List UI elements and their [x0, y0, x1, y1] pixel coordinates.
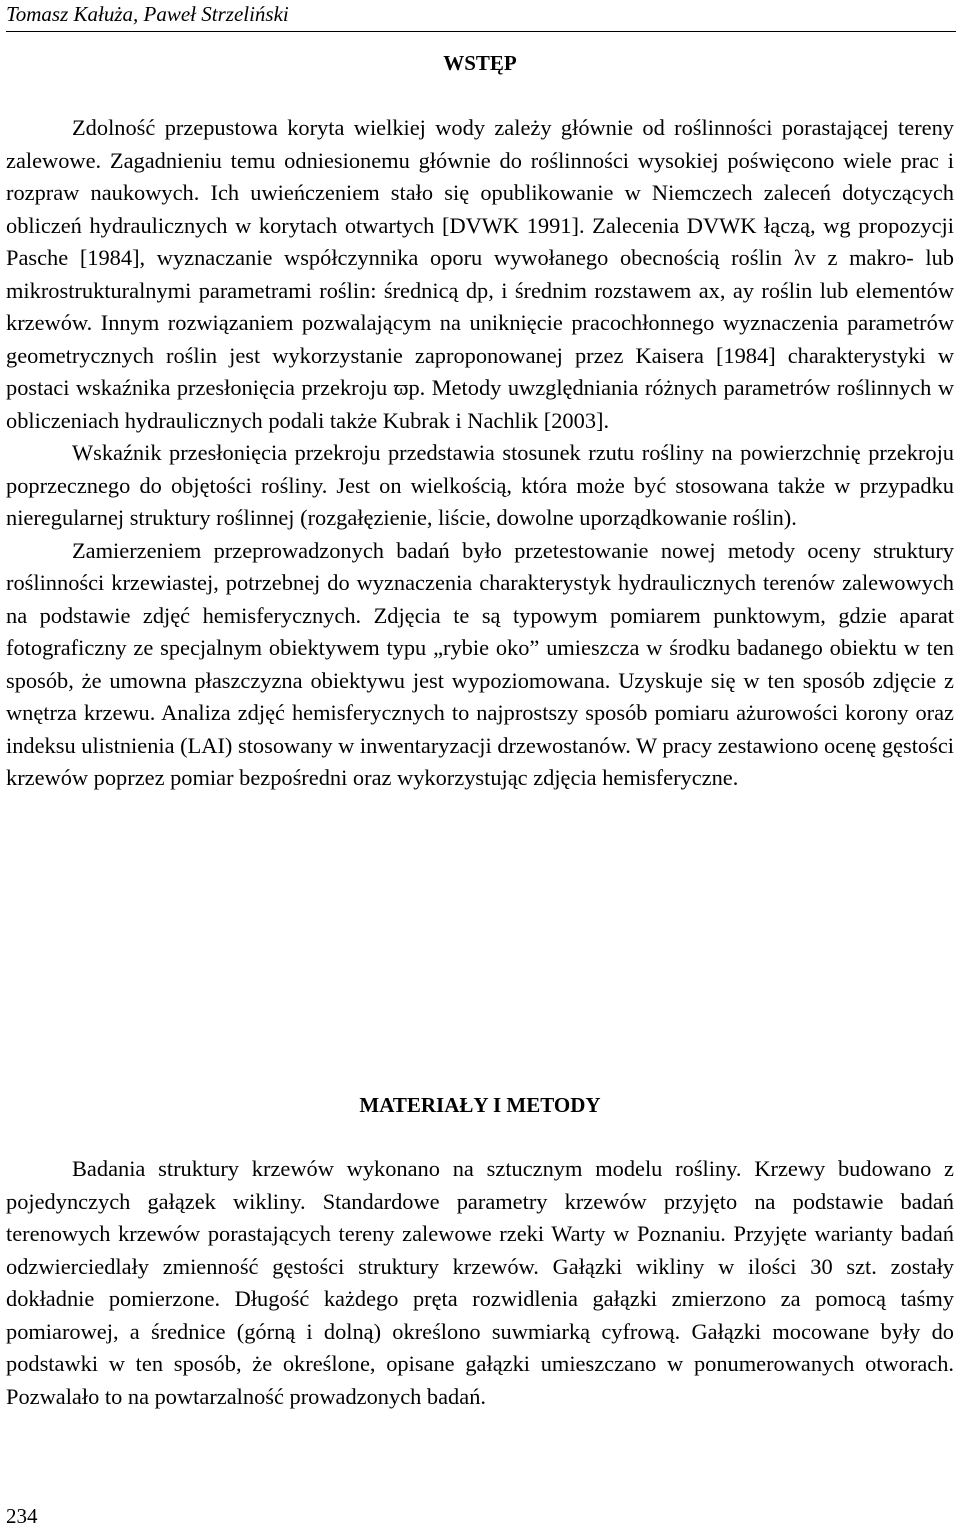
paragraph: Zamierzeniem przeprowadzonych badań było przetestowanie nowej metody oceny struktury roślinności krzewiastej, potrzebnej do wyznaczenia charakterystyk hydraulicznych terenów zalewowych na podstawie zdjęć hemisferycznych. Zdjęcia te są typowym pomiarem punktowym, gdzie aparat fotograficzny ze specjalnym obiektywem typu „rybie oko” umieszcza w środku badanego obiektu w ten sposób, że umowna płaszczyzna obiektywu jest wypoziomowana. Uzyskuje się w ten sposób zdjęcie z wnętrza krzewu. Analiza zdjęć hemisferycznych to najprostszy sposób pomiaru ażurowości korony oraz indeksu ulistnienia (LAI) stosowany w inwentaryzacji drzewostanów. W pracy zestawiono ocenę gęstości krzewów poprzez pomiar bezpośredni oraz wykorzystując zdjęcia hemisferyczne.: [6, 537, 954, 790]
section-heading-materialy-i-metody: MATERIAŁY I METODY: [359, 1093, 601, 1117]
page-number: 234: [6, 1504, 38, 1528]
section-body-materialy-i-metody: [6, 1153, 954, 1413]
section-body-wstep: [6, 112, 954, 795]
running-header-authors: Tomasz Kałuża, Paweł Strzeliński: [6, 2, 289, 26]
paragraph: Badania struktury krzewów wykonano na sztucznym modelu rośliny. Krzewy budowano z pojedynczych gałązek wikliny. Standardowe parametry krzewów przyjęto na podstawie badań terenowych krzewów porastających tereny zalewowe rzeki Warty w Poznaniu. Przyjęte warianty badań odzwierciedlały zmienność gęstości struktury krzewów. Gałązki wikliny w ilości 30 szt. zostały dokładnie pomierzone. Długość każdego pręta rozwidlenia gałązki zmierzono za pomocą taśmy pomiarowej, a średnice (górną i dolną) określono suwmiarką cyfrową. Gałązki mocowane były do podstawki w ten sposób, że określone, opisane gałązki umieszczano w ponumerowanych otworach. Pozwalało to na powtarzalność prowadzonych badań.: [6, 1156, 954, 1409]
section-heading-wstep: WSTĘP: [443, 51, 517, 75]
paragraph: Wskaźnik przesłonięcia przekroju przedstawia stosunek rzutu rośliny na powierzchnię przekroju poprzecznego do objętości rośliny. Jest on wielkością, która może być stosowana także w przypadku nieregularnej struktury roślinnej (rozgałęzienie, liście, dowolne uporządkowanie roślin).: [6, 440, 954, 530]
header-divider: [6, 31, 956, 32]
paragraph: Zdolność przepustowa koryta wielkiej wody zależy głównie od roślinności porastającej tereny zalewowe. Zagadnieniu temu odniesionemu głównie do roślinności wysokiej poświęcono wiele prac i rozpraw naukowych. Ich uwieńczeniem stało się opublikowanie w Niemczech zaleceń dotyczących obliczeń hydraulicznych w korytach otwartych [DVWK 1991]. Zalecenia DVWK łączą, wg propozycji Pasche [1984], wyznaczanie współczynnika oporu wywołanego obecnością roślin λv z makro- lub mikrostrukturalnymi parametrami roślin: średnicą dp, i średnim rozstawem ax, ay roślin lub elementów krzewów. Innym rozwiązaniem pozwalającym na uniknięcie pracochłonnego wyznaczenia parametrów geometrycznych roślin jest wykorzystanie zaproponowanej przez Kaisera [1984] charakterystyki w postaci wskaźnika przesłonięcia przekroju ϖp. Metody uwzględniania różnych parametrów roślinnych w obliczeniach hydraulicznych podali także Kubrak i Nachlik [2003].: [6, 115, 954, 433]
